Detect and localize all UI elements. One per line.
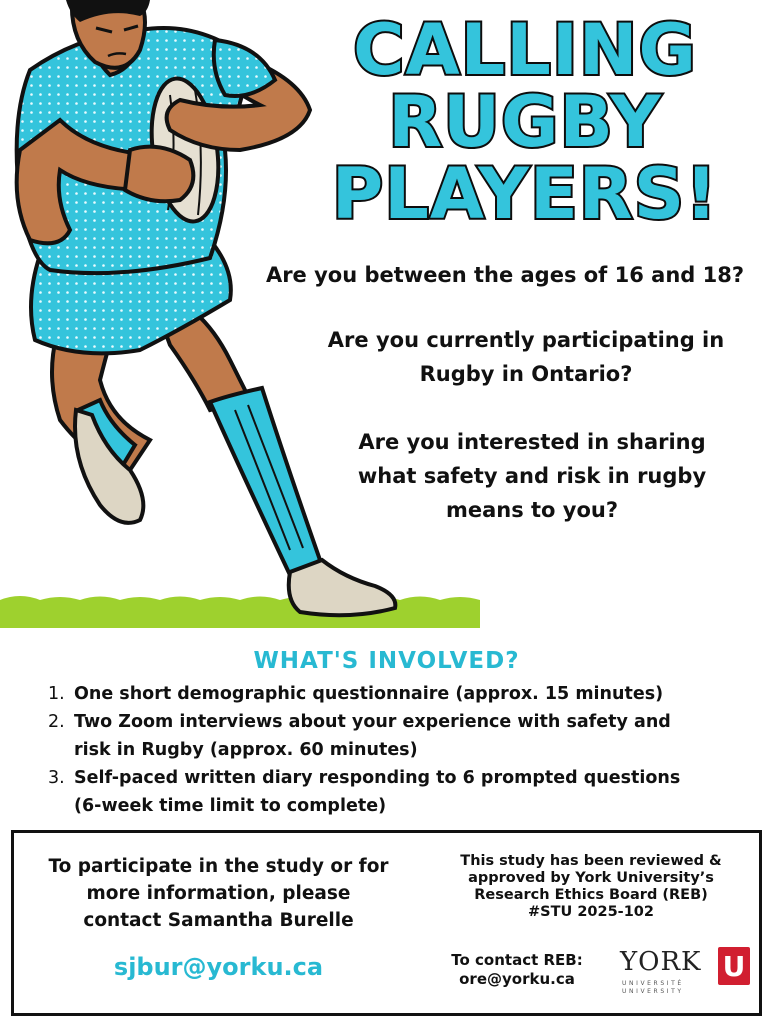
question-participation: Are you currently participating in Rugby in Ontario? [327, 328, 725, 386]
jersey-sleeve [214, 40, 275, 96]
contact-instructions: To participate in the study or for more information, please contact Samantha Burelle [48, 856, 389, 931]
reb-contact: To contact REB: ore@yorku.ca [432, 951, 602, 989]
front-shoe [289, 560, 396, 615]
headline-line: RUGBY [388, 81, 662, 163]
grass-strip [0, 596, 480, 628]
headline [292, 9, 758, 235]
involved-list [48, 680, 748, 820]
reb-email-link[interactable]: ore@yorku.ca [459, 970, 575, 988]
list-item: 3. Self-paced written diary responding to 6 prompted questions (6-week time limit to complete) [48, 768, 681, 816]
contact-email-link[interactable]: sjbur@yorku.ca [113, 953, 324, 981]
list-item: 2. Two Zoom interviews about your experience with safety and risk in Rugby (approx. 60 minutes) [48, 712, 671, 760]
york-university-logo [620, 947, 750, 997]
york-logo-subtitle: UNIVERSITÉ [622, 980, 684, 987]
headline-line: PLAYERS! [331, 153, 719, 235]
york-u-badge-icon: U [718, 947, 750, 985]
involved-title: WHAT'S INVOLVED? [253, 648, 520, 674]
reb-approval-text: This study has been reviewed & approved by York University’s Research Ethics Board (REB) #STU 2025-102 [460, 853, 722, 920]
headline-line: CALLING [353, 9, 697, 91]
question-interest: Are you interested in sharing what safety and risk in rugby means to you? [357, 430, 707, 522]
question-age: Are you between the ages of 16 and 18? [265, 263, 745, 287]
york-logo-subtitle: UNIVERSITY [622, 988, 684, 995]
hand-lower [125, 147, 193, 202]
york-logo-word: YORK [620, 947, 702, 977]
list-item: 1. One short demographic questionnaire (approx. 15 minutes) [48, 684, 664, 704]
contact-box [11, 830, 762, 1016]
